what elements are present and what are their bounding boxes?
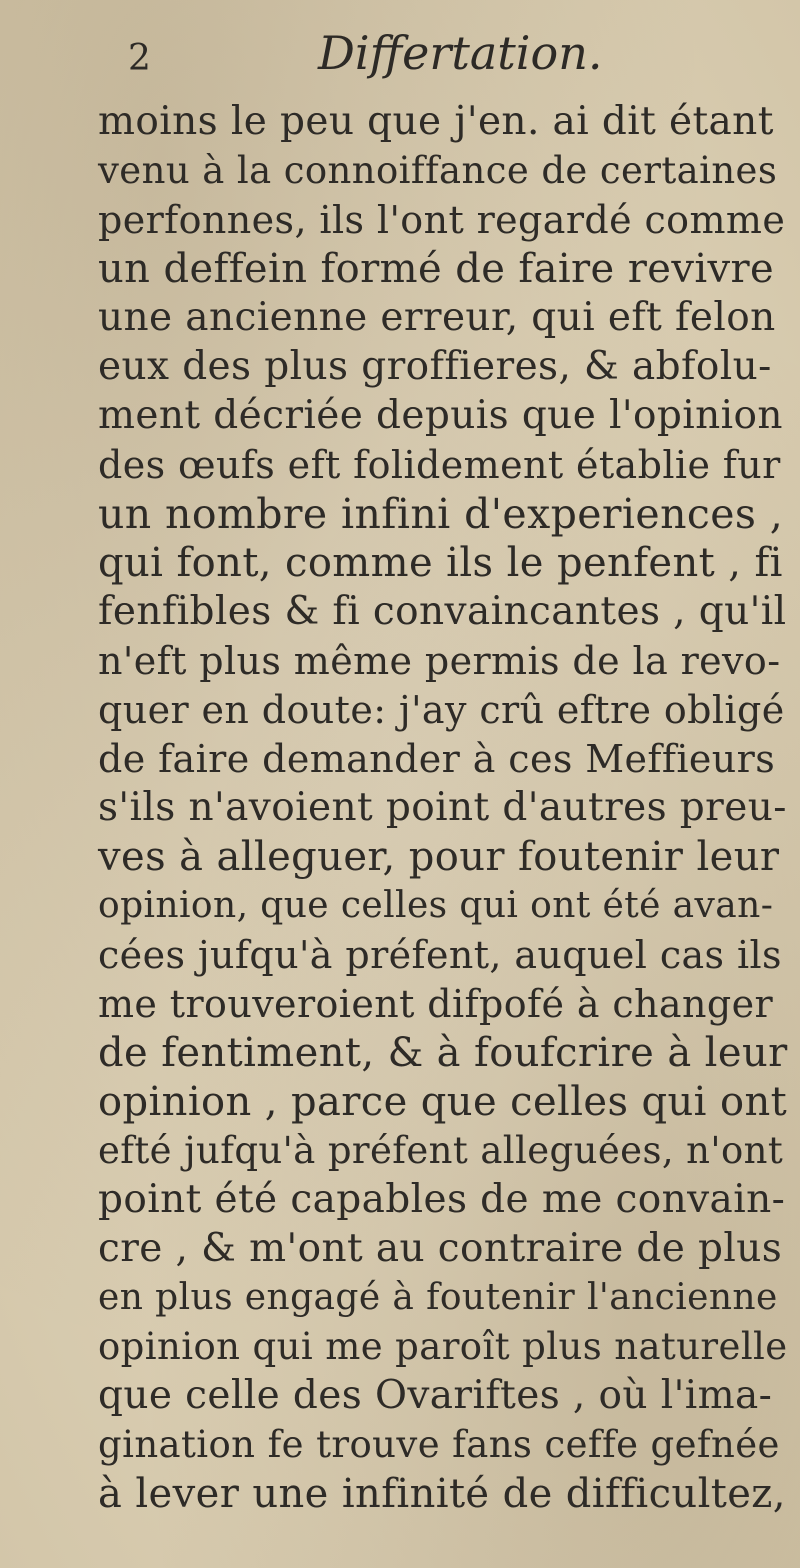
text-line: un deffein formé de faire revivre — [98, 246, 775, 292]
text-line: des œufs eft folidement établie fur — [98, 443, 781, 487]
text-line: de fentiment, & à foufcrire à leur — [98, 1030, 788, 1076]
text-line: point été capables de me convain- — [98, 1177, 786, 1222]
text-line: qui font, comme ils le penfent , fi — [98, 540, 783, 586]
text-line: quer en doute: j'ay crû eftre obligé — [98, 688, 785, 732]
text-line: cre , & m'ont au contraire de plus — [98, 1226, 783, 1271]
text-line: ves à alleguer, pour foutenir leur — [98, 834, 780, 880]
running-title: Differtation. — [318, 26, 603, 80]
text-line: en plus engagé à foutenir l'ancienne — [98, 1277, 778, 1318]
text-line: opinion qui me paroît plus naturelle — [98, 1325, 788, 1368]
text-line: moins le peu que j'en. ai dit étant — [98, 99, 774, 144]
page-header — [0, 26, 800, 96]
text-line: me trouveroient difpofé à changer — [98, 982, 774, 1026]
text-line: une ancienne erreur, qui eft felon — [98, 295, 776, 340]
text-line: à lever une infinité de difficultez, — [98, 1471, 786, 1517]
text-line: un nombre infini d'experiences , — [98, 490, 784, 538]
text-line: opinion, que celles qui ont été avan- — [98, 885, 774, 926]
text-line: n'eft plus même permis de la revo- — [98, 639, 781, 683]
text-line: que celle des Ovariftes , où l'ima- — [98, 1373, 773, 1418]
text-line: gination fe trouve fans ceffe gefnée — [98, 1423, 780, 1466]
text-line: fenfibles & fi convaincantes , qu'il — [98, 589, 787, 634]
text-line: venu à la connoiffance de certaines — [98, 149, 778, 192]
text-line: eux des plus groffieres, & abfolu- — [98, 344, 772, 389]
text-line: perfonnes, ils l'ont regardé comme — [98, 198, 786, 242]
text-line: cées jufqu'à préfent, auquel cas ils — [98, 933, 782, 977]
text-line: ment décriée depuis que l'opinion — [98, 393, 783, 438]
text-line: s'ils n'avoient point d'autres preu- — [98, 785, 787, 830]
text-line: de faire demander à ces Meffieurs — [98, 737, 776, 781]
page-number: 2 — [128, 38, 151, 79]
text-line: opinion , parce que celles qui ont — [98, 1079, 788, 1125]
text-line: efté jufqu'à préfent alleguées, n'ont — [98, 1129, 784, 1172]
